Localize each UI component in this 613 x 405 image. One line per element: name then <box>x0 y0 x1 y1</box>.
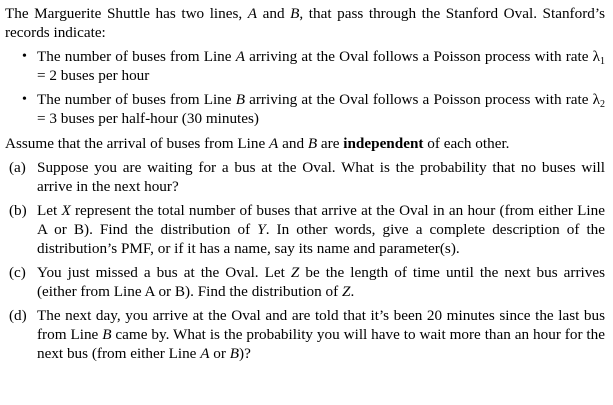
part-label: (b) <box>9 202 27 219</box>
bullet-line-a: • The number of buses from Line A arriving at the Oval follows a Poisson process with rate $\lambda_1 = 2$ buses per hour <box>22 48 606 84</box>
part-c: (c) You just missed a bus at the Oval. Let Z be the length of time until the next bus arrives (either from Line A or B). Find the distribution of Z. <box>9 264 605 300</box>
bullet-icon: • <box>22 49 27 64</box>
part-b: (b) Let X represent the total number of buses that arrive at the Oval in an hour (from either Line A or B). Find the distribution of Y. In other words, give a complete description of the distribution’s PMF, or if it has a name, say its name and parameter(s). <box>9 202 606 257</box>
problem-document <box>5 4 605 368</box>
part-label: (a) <box>9 159 26 176</box>
question-parts <box>5 158 605 363</box>
part-a: (a) Suppose you are waiting for a bus at the Oval. What is the probability that no buses will arrive in the next hour? <box>9 159 605 195</box>
part-label: (d) <box>9 307 27 324</box>
part-d: (d) The next day, you arrive at the Oval and are told that it’s been 20 minutes since the last bus from Line B came by. What is the probability you will have to wait more than an hour for the next bus (from either Line A or B)? <box>9 307 605 362</box>
intro-paragraph: The Marguerite Shuttle has two lines, A and B, that pass through the Stanford Oval. Stanford’s records indicate: <box>5 5 605 41</box>
part-label: (c) <box>9 264 26 281</box>
bullet-line-b: • The number of buses from Line B arriving at the Oval follows a Poisson process with rate $\lambda_2 = 3$ buses per half-hour (30 minutes) <box>22 91 606 127</box>
bullet-icon: • <box>22 92 27 107</box>
records-list <box>5 47 605 128</box>
assumption-paragraph: Assume that the arrival of buses from Line A and B are independent of each other. <box>5 135 510 152</box>
